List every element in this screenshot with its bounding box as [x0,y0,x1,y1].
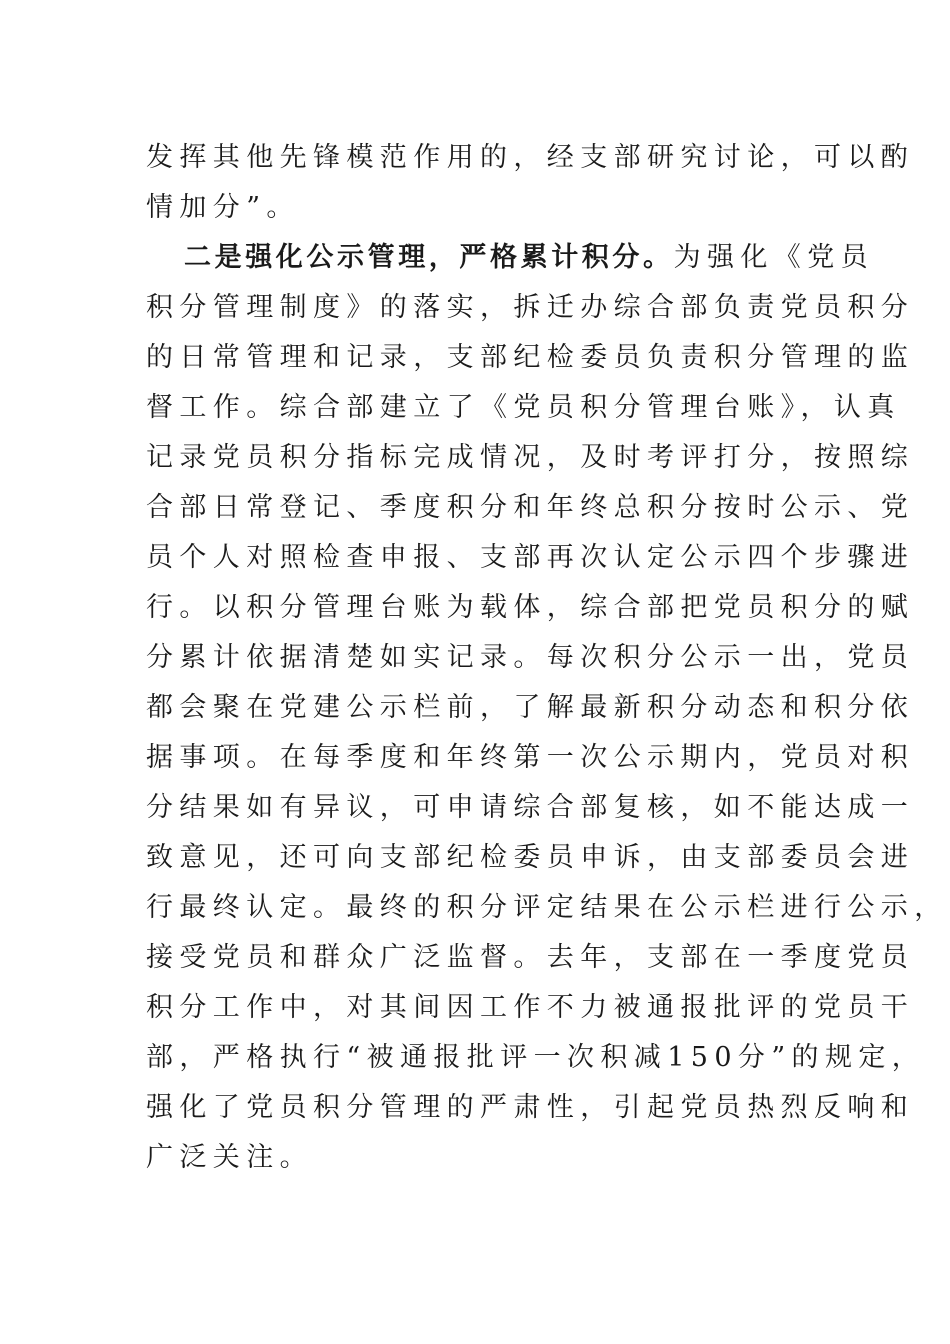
text-line: 发挥其他先锋模范作用的，经支部研究讨论，可以酌 [146,142,915,173]
text-line: 行。以积分管理台账为载体，综合部把党员积分的赋 [146,592,915,623]
text-line: 督工作。综合部建立了《党员积分管理台账》，认真 [146,392,901,423]
text-line: 记录党员积分指标完成情况，及时考评打分，按照综 [146,442,915,473]
text-line: 部，严格执行“被通报批评一次积减150分”的规定， [146,1042,926,1073]
text-line: 都会聚在党建公示栏前，了解最新积分动态和积分依 [146,692,915,723]
text-line: 强化了党员积分管理的严肃性，引起党员热烈反响和 [146,1092,915,1123]
text-line: 分累计依据清楚如实记录。每次积分公示一出，党员 [146,642,915,673]
text-line: 据事项。在每季度和年终第一次公示期内，党员对积 [146,742,915,773]
section-heading-line [146,233,875,283]
text-line: 接受党员和群众广泛监督。去年，支部在一季度党员 [146,942,915,973]
text-line: 员个人对照检查申报、支部再次认定公示四个步骤进 [146,542,915,573]
text-line: 分结果如有异议，可申请综合部复核，如不能达成一 [146,792,915,823]
text-line: 行最终认定。最终的积分评定结果在公示栏进行公示， [146,892,948,923]
section-heading: 二是强化公示管理，严格累计积分。 [184,242,674,273]
text-line: 积分工作中，对其间因工作不力被通报批评的党员干 [146,992,915,1023]
text-line: 致意见，还可向支部纪检委员申诉，由支部委员会进 [146,842,915,873]
text-line: 情加分”。 [146,192,300,223]
text-line: 的日常管理和记录，支部纪检委员负责积分管理的监 [146,342,915,373]
section-text: 为强化《党员 [673,242,875,273]
text-line: 合部日常登记、季度积分和年终总积分按时公示、党 [146,492,915,523]
text-line: 广泛关注。 [146,1142,313,1173]
document-body [146,133,948,1183]
text-line: 积分管理制度》的落实，拆迁办综合部负责党员积分 [146,292,915,323]
